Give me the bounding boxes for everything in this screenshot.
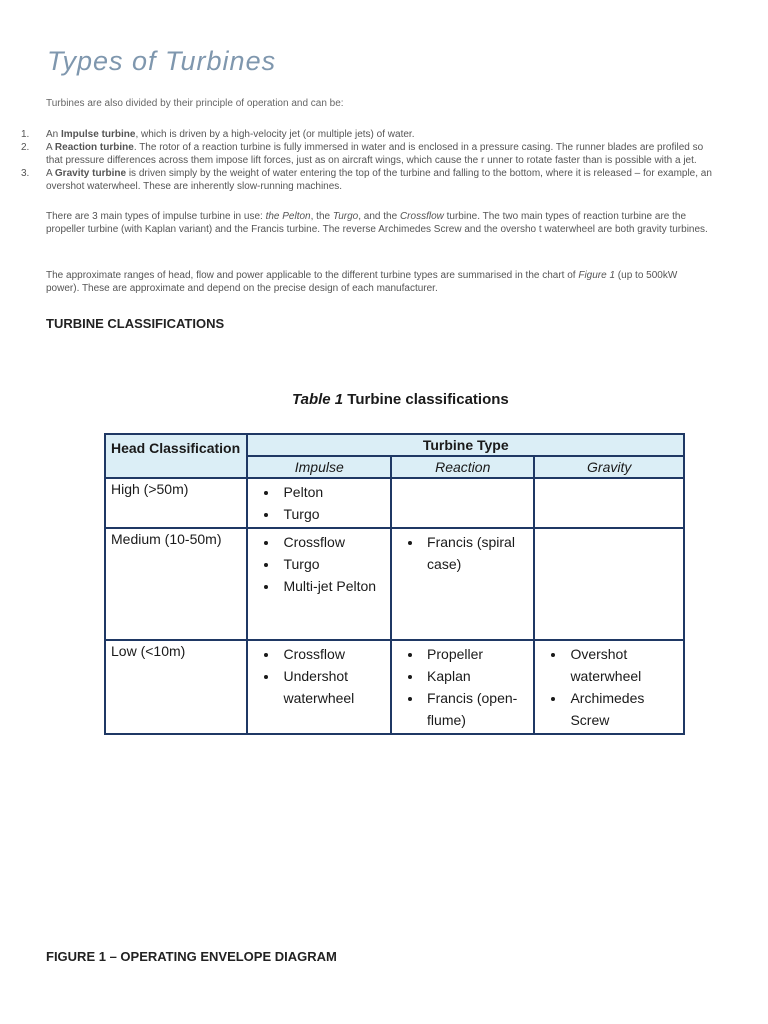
list-item: • Crossflow bbox=[279, 643, 385, 665]
turbine-type-header: Turbine Type bbox=[247, 434, 684, 456]
list-term: Reaction turbine bbox=[54, 142, 134, 153]
paragraph-text: The approximate ranges of head, flow and power applicable to the different turbine types are summarised in the chart of bbox=[46, 270, 579, 281]
paragraph-italic: Turgo bbox=[332, 211, 359, 222]
list-item: • Kaplan bbox=[423, 665, 528, 687]
paragraph-text: turbine. The two main types of reaction turbine are the propeller turbine (with Kaplan variant) and the Francis turbine. The reverse Archimedes Screw and the oversho t waterwheel are both gravity turbines. bbox=[46, 211, 708, 235]
table-row bbox=[105, 528, 684, 640]
list-item: • Propeller bbox=[423, 643, 528, 665]
head-classification-header: Head Classification bbox=[105, 434, 247, 478]
paragraph-italic: Crossflow bbox=[399, 211, 444, 222]
column-header-gravity: Gravity bbox=[534, 456, 684, 478]
gravity-cell bbox=[534, 528, 684, 640]
paragraph-text: There are 3 main types of impulse turbine in use: bbox=[46, 211, 266, 222]
list-item bbox=[0, 167, 718, 193]
paragraph-text: (up to 500kW power). These are approximate and depend on the precise design of each manufacturer. bbox=[46, 270, 678, 294]
table-caption bbox=[292, 391, 509, 408]
list-item: • Overshot waterwheel bbox=[566, 643, 678, 687]
caption-text: Turbine classifications bbox=[343, 391, 509, 408]
list-item: • Francis (open-flume) bbox=[423, 687, 528, 731]
list-item bbox=[0, 141, 718, 167]
reaction-cell bbox=[391, 640, 534, 734]
list-text: A bbox=[46, 142, 55, 153]
section-heading: TURBINE CLASSIFICATIONS bbox=[46, 316, 225, 331]
reaction-cell bbox=[391, 478, 534, 528]
impulse-cell bbox=[247, 640, 391, 734]
list-item bbox=[0, 128, 718, 141]
list-item: • Turgo bbox=[279, 503, 385, 525]
caption-label: Table 1 bbox=[292, 391, 344, 408]
figure-reference: Figure 1 bbox=[578, 270, 616, 281]
page-title: Types of Turbines bbox=[47, 46, 277, 76]
impulse-cell bbox=[247, 478, 391, 528]
paragraph-text: , the bbox=[310, 211, 333, 222]
list-text: . The rotor of a reaction turbine is fully immersed in water and is enclosed in a pressure casing. The runner blades are profiled so that pressure differences across them impose lift forces, just as on aircraft wings, which cause the r unner to rotate faster than is possible with a jet. bbox=[46, 142, 704, 166]
list-number: 1. bbox=[21, 129, 30, 140]
turbine-classification-table bbox=[104, 433, 685, 735]
list-text: An bbox=[46, 129, 62, 140]
column-header-impulse: Impulse bbox=[247, 456, 391, 478]
figure-heading: FIGURE 1 – OPERATING ENVELOPE DIAGRAM bbox=[46, 949, 337, 964]
turbine-type-list bbox=[0, 128, 718, 193]
list-text: A bbox=[46, 168, 55, 179]
list-text: , which is driven by a high-velocity jet (or multiple jets) of water. bbox=[135, 129, 415, 140]
head-cell: Low (<10m) bbox=[105, 640, 247, 734]
impulse-types-paragraph bbox=[46, 210, 720, 236]
list-term: Impulse turbine bbox=[61, 129, 136, 140]
list-item: • Francis (spiral case) bbox=[423, 531, 528, 575]
table-row bbox=[105, 640, 684, 734]
list-item: • Crossflow bbox=[279, 531, 385, 553]
head-cell: Medium (10-50m) bbox=[105, 528, 247, 640]
gravity-cell bbox=[534, 478, 684, 528]
list-number: 2. bbox=[21, 142, 30, 153]
list-item: • Pelton bbox=[279, 481, 385, 503]
list-item: • Turgo bbox=[279, 553, 385, 575]
intro-text: Turbines are also divided by their principle of operation and can be: bbox=[46, 98, 344, 109]
list-item: • Undershot waterwheel bbox=[279, 665, 385, 709]
gravity-cell bbox=[534, 640, 684, 734]
list-item: • Archimedes Screw bbox=[566, 687, 678, 731]
list-text: is driven simply by the weight of water entering the top of the turbine and falling to the bottom, where it is released – for example, an overshot waterwheel. These are inherently slow-running machines. bbox=[46, 168, 712, 192]
table-row bbox=[105, 478, 684, 528]
approx-ranges-paragraph bbox=[46, 269, 706, 295]
head-cell: High (>50m) bbox=[105, 478, 247, 528]
reaction-cell bbox=[391, 528, 534, 640]
impulse-cell bbox=[247, 528, 391, 640]
list-term: Gravity turbine bbox=[54, 168, 127, 179]
list-item: • Multi-jet Pelton bbox=[279, 575, 385, 597]
table-header-row bbox=[105, 434, 684, 456]
paragraph-italic: the Pelton bbox=[265, 211, 311, 222]
paragraph-text: , and the bbox=[358, 211, 400, 222]
column-header-reaction: Reaction bbox=[391, 456, 534, 478]
list-number: 3. bbox=[21, 168, 30, 179]
